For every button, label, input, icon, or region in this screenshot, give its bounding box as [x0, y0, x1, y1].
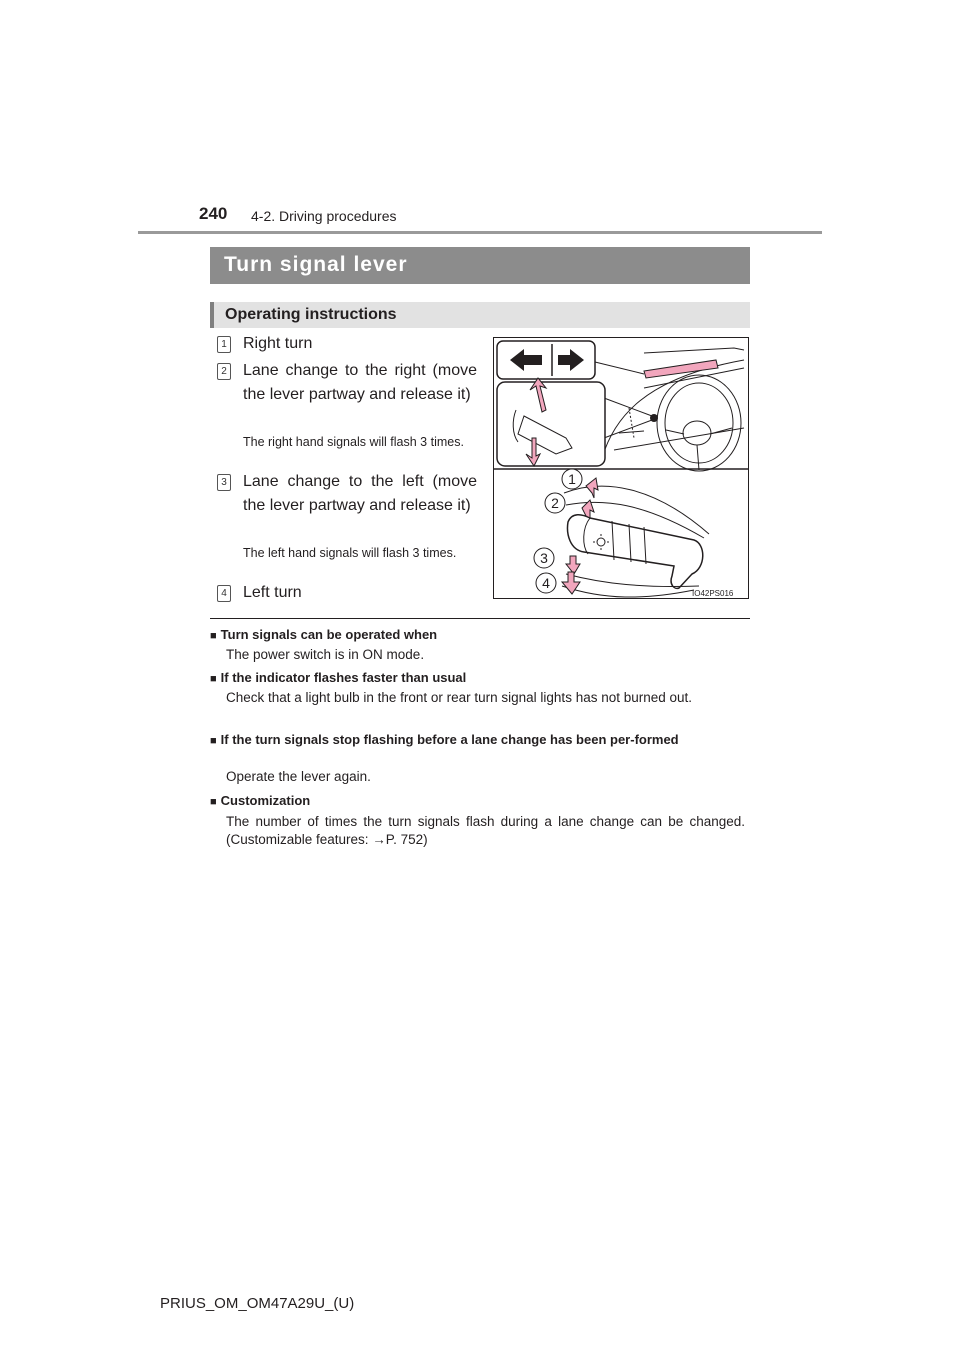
subtitle-bar: [210, 302, 750, 328]
turn-signal-illustration: [493, 337, 749, 599]
instruction-note: The left hand signals will flash 3 times.: [243, 546, 457, 560]
instruction-item: Lane change to the left (move the lever partway and release it): [243, 473, 477, 514]
note-body: Check that a light bulb in the front or rear turn signal lights has not burned out.: [226, 690, 693, 705]
document-code-footer: PRIUS_OM_OM47A29U_(U): [160, 1295, 355, 1312]
note-heading: ■ Customization: [210, 793, 311, 808]
note-body: The power switch is in ON mode.: [226, 647, 425, 662]
arrow-3: [566, 556, 580, 574]
figure-code: IO42PS016: [692, 589, 734, 598]
note-heading: ■ If the turn signals stop flashing before a lane change has been per-formed: [210, 732, 679, 747]
title-bar: [210, 247, 750, 284]
arrow-1: [586, 478, 598, 498]
note-heading: ■ If the indicator flashes faster than usual: [210, 670, 467, 685]
page-title: Turn signal lever: [224, 253, 408, 276]
callout-label-3: 3: [540, 550, 548, 566]
item-number-badge: 3: [217, 474, 231, 491]
bullet-square-icon: ■: [210, 735, 217, 747]
instruction-item: Left turn: [243, 584, 302, 601]
section-reference: 4-2. Driving procedures: [251, 208, 397, 224]
item-number-badge: 2: [217, 363, 231, 380]
callout-label-2: 2: [551, 495, 559, 511]
note-heading: ■ Turn signals can be operated when: [210, 627, 438, 642]
page-number: 240: [199, 204, 228, 223]
instruction-item: Lane change to the right (move the lever partway and release it): [243, 362, 477, 403]
bullet-square-icon: ■: [210, 630, 217, 642]
header-divider: [138, 231, 822, 234]
instruction-item: Right turn: [243, 335, 313, 352]
section-subtitle: Operating instructions: [225, 306, 397, 323]
item-number-badge: 4: [217, 585, 231, 602]
note-body: The number of times the turn signals flash during a lane change can be changed. (Customizable features: →P. 752): [226, 814, 745, 847]
section-divider: [210, 618, 750, 619]
callout-label-1: 1: [568, 471, 576, 487]
instruction-note: The right hand signals will flash 3 times.: [243, 435, 464, 449]
note-body: Operate the lever again.: [226, 769, 371, 784]
callout-label-4: 4: [542, 575, 550, 591]
bullet-square-icon: ■: [210, 673, 217, 685]
item-number-badge: 1: [217, 336, 231, 353]
bullet-square-icon: ■: [210, 796, 217, 808]
turn-signal-diagram: [494, 338, 748, 598]
lever-location-dot: [650, 414, 658, 422]
